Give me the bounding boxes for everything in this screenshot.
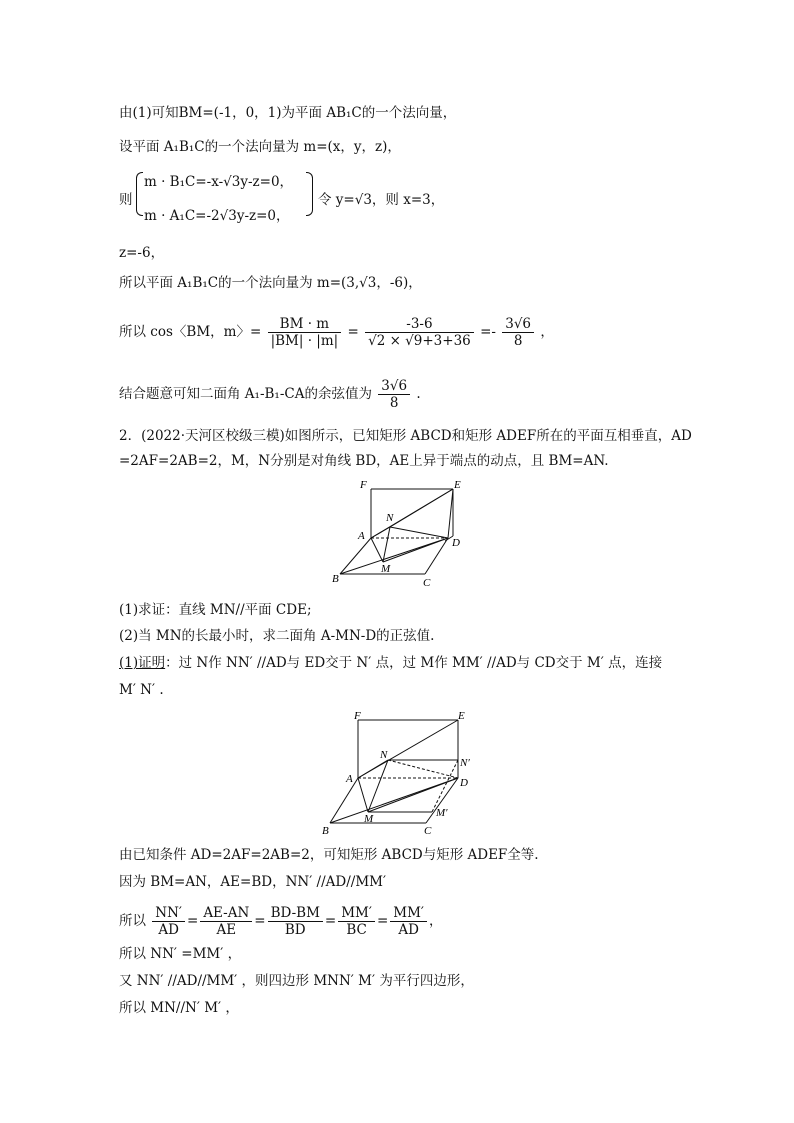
- cos-fraction-1: [268, 316, 342, 349]
- fig1-label-A: A: [358, 530, 365, 542]
- fig1-label-C: C: [423, 577, 431, 588]
- ratio-eq-2: =: [254, 913, 266, 929]
- fig2-label-F: F: [354, 710, 361, 722]
- ratio-f3-num: BD-BM: [268, 905, 323, 922]
- conclusion-line: [119, 378, 421, 411]
- conclusion-text: 结合题意可知二面角 A₁-B₁-CA的余弦值为: [119, 386, 372, 402]
- fig2-label-M: M: [364, 813, 374, 825]
- ratio-fraction-1: [152, 905, 185, 938]
- fig2-edge-NM: [368, 760, 388, 812]
- ratio-f1-num: NN′: [152, 905, 185, 922]
- fig1-label-M: M: [381, 563, 391, 575]
- fig1-edge-ND: [390, 527, 448, 538]
- fig2-edge-N-D: [388, 760, 458, 778]
- fig1-edge-AM: [371, 538, 383, 562]
- fig2-label-Np: N′: [460, 757, 470, 769]
- ratio-fraction-3: [268, 905, 323, 938]
- cos-formula: [119, 316, 554, 349]
- cos-f2-den: √2 × √9+3+36: [368, 333, 471, 349]
- fig1-edge-BD: [340, 538, 448, 574]
- geometry-figure-2: [318, 708, 478, 840]
- ratio-eq-1: =: [187, 913, 199, 929]
- fig2-label-E: E: [458, 710, 465, 722]
- fig2-label-D: D: [460, 777, 468, 789]
- question-2-part-2: (2)当 MN的长最小时，求二面角 A-MN-D的正弦值.: [119, 628, 435, 644]
- cos-f2-num: -3-6: [365, 316, 474, 333]
- system-row-2: m · A₁C=-2√3y-z=0，: [144, 208, 290, 224]
- question-2-part-1: (1)求证：直线 MN//平面 CDE;: [119, 602, 312, 618]
- fig1-label-F: F: [360, 479, 367, 491]
- fig1-edge-NM: [383, 527, 390, 562]
- ratio-f4-num: MM′: [338, 905, 375, 922]
- conclusion-fraction: [378, 378, 410, 411]
- text-line-5: 所以平面 A₁B₁C的一个法向量为 m=(3,√3，-6)，: [119, 275, 422, 291]
- cos-eq: =: [347, 324, 359, 340]
- fig1-edge-NA: [371, 527, 390, 538]
- conclusion-end: .: [416, 386, 421, 402]
- fig2-edge-AM: [358, 778, 368, 812]
- ratio-prefix: 所以: [119, 913, 146, 929]
- fig1-label-N: N: [386, 512, 394, 524]
- conclusion-num: 3√6: [378, 378, 410, 395]
- ratio-f2-num: AE-AN: [200, 905, 252, 922]
- fig1-edge-MD: [383, 538, 448, 562]
- fig1-edge-NE: [390, 489, 453, 527]
- cos-f1-den: |BM| · |m|: [270, 333, 339, 349]
- text-line-2: 设平面 A₁B₁C的一个法向量为 m=(x，y，z)，: [119, 139, 401, 155]
- fig2-label-C: C: [424, 825, 432, 837]
- proof-label: (1)证明: [119, 655, 166, 671]
- ratio-eq-3: =: [324, 913, 337, 929]
- proof-line-2: M′ N′ .: [119, 682, 164, 698]
- system-right-brace: [306, 172, 313, 216]
- ratio-fraction-4: [338, 905, 375, 938]
- system-left-brace: [136, 172, 143, 216]
- ratio-fraction-5: [390, 905, 427, 938]
- solution-ratio-line: [119, 905, 442, 938]
- ratio-f3-den: BD: [284, 922, 306, 938]
- ratio-f2-den: AE: [216, 922, 237, 938]
- fig1-edge-DC: [425, 538, 448, 574]
- fig1-label-E: E: [454, 479, 461, 491]
- solution-line-5: 又 NN′ //AD//MM′ ，则四边形 MNN′ M′ 为平行四边形，: [119, 973, 474, 989]
- conclusion-den: 8: [389, 395, 399, 411]
- ratio-eq-4: =: [376, 913, 389, 929]
- text-line-1: 由(1)可知BM=(-1，0，1)为平面 AB₁C的一个法向量，: [119, 105, 457, 121]
- cos-fraction-3: [502, 316, 534, 349]
- solution-line-4: 所以 NN′ =MM′ ，: [119, 946, 242, 962]
- system-prefix: 则: [119, 192, 133, 208]
- cos-end: ，: [540, 324, 554, 340]
- fig1-edge-ED2: [448, 489, 453, 538]
- system-suffix: 令 y=√3，则 x=3，: [318, 192, 445, 208]
- cos-eq2: =-: [480, 324, 496, 340]
- fig2-label-Mp: M′: [436, 807, 448, 819]
- solution-line-2: 因为 BM=AN，AE=BD，NN′ //AD//MM′: [119, 874, 387, 890]
- fig1-label-D: D: [452, 537, 460, 549]
- ratio-end: ，: [428, 913, 443, 929]
- cos-f1-num: BM · m: [268, 316, 342, 333]
- ratio-f1-den: AD: [158, 922, 179, 938]
- geometry-figure-1: [320, 476, 470, 588]
- question-2-line-2: =2AF=2AB=2，M，N分别是对角线 BD，AE上异于端点的动点，且 BM=AN.: [119, 453, 609, 469]
- cos-fraction-2: [365, 316, 474, 349]
- cos-f3-den: 8: [513, 333, 523, 349]
- proof-text-1: ：过 N作 NN′ //AD与 ED交于 N′ 点，过 M作 MM′ //AD与 CD交于 M′ 点，连接: [165, 655, 663, 671]
- text-line-4: z=-6，: [119, 245, 165, 261]
- fig2-label-N: N: [380, 749, 388, 761]
- question-2-line-1: 2．(2022·天河区校级三模)如图所示，已知矩形 ABCD和矩形 ADEF所在的平面互相垂直，AD: [119, 428, 692, 444]
- proof-line-1: [119, 654, 662, 672]
- cos-f3-num: 3√6: [502, 316, 534, 333]
- solution-line-6: 所以 MN//N′ M′ ，: [119, 1000, 239, 1016]
- ratio-f4-den: BC: [346, 922, 367, 938]
- solution-line-1: 由已知条件 AD=2AF=2AB=2，可知矩形 ABCD与矩形 ADEF全等.: [119, 847, 539, 863]
- ratio-f5-den: AD: [398, 922, 419, 938]
- fig1-label-B: B: [332, 573, 339, 585]
- cos-prefix: 所以 cos〈BM，m〉=: [119, 324, 262, 340]
- system-row-1: m · B₁C=-x-√3y-z=0，: [144, 174, 294, 190]
- ratio-fraction-2: [200, 905, 252, 938]
- fig2-edge-AB: [330, 778, 358, 823]
- fig2-label-A: A: [346, 773, 353, 785]
- fig2-edge-NA: [358, 760, 388, 778]
- fig2-label-B: B: [322, 825, 329, 837]
- ratio-f5-num: MM′: [390, 905, 427, 922]
